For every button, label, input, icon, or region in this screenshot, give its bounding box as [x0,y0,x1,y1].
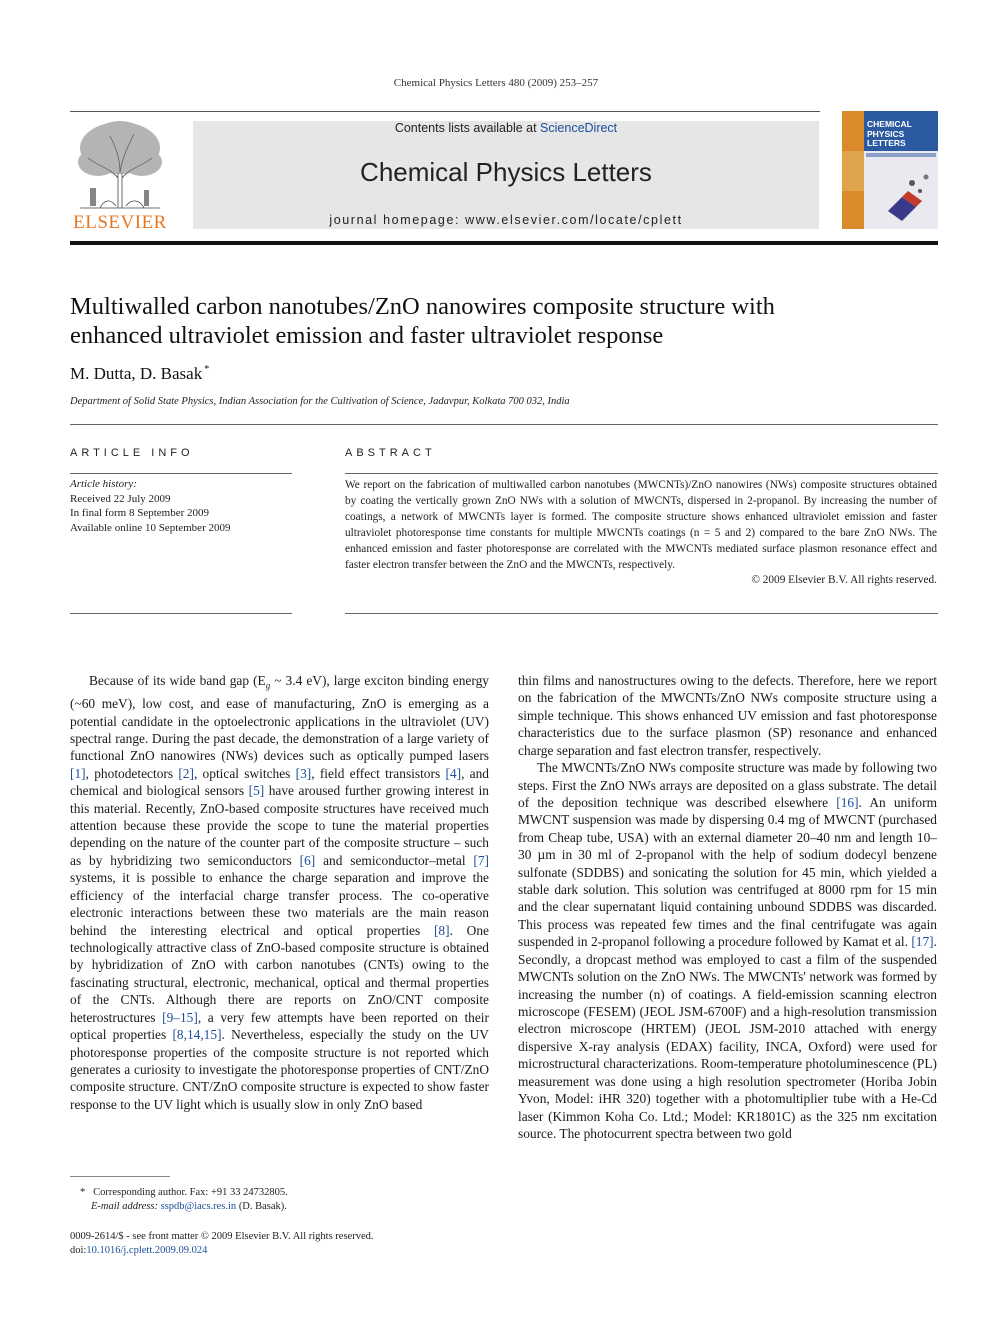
ref-link[interactable]: [3] [295,765,312,781]
intro-continuation-paragraph: thin films and nanostructures owing to the defects. Therefore, here we report on the fabrication of the MWCNTs/ZnO NWs composite structure using a simple technique. This shows enhanced UV emission and fast photoresponse characteristics due to the surface plasmon (SP) resonance and enhanced charge separation and fast electron transfer, respectively. [518,673,937,758]
ref-link[interactable]: [8,14,15] [172,1027,222,1043]
elsevier-wordmark: ELSEVIER [73,212,167,233]
contents-prefix: Contents lists available at [394,121,541,135]
affiliation: Department of Solid State Physics, Indian Association for the Cultivation of Science, Jadavpur, Kolkata 700 032, India [70,396,570,407]
article-info-bottom-rule [70,613,292,614]
email-link[interactable]: sspdb@iacs.res.in [160,1201,237,1212]
sciencedirect-link[interactable]: ScienceDirect [540,121,618,135]
corresponding-author-mark[interactable]: * [204,364,210,376]
ref-link[interactable]: [6] [299,852,316,868]
author-list: M. Dutta, D. Basak * [70,364,210,383]
abstract-bottom-rule [345,613,938,614]
ref-link[interactable]: [16] [836,794,859,810]
ref-link[interactable]: [1] [70,765,86,781]
ref-link[interactable]: [5] [248,783,265,799]
methods-paragraph: The MWCNTs/ZnO NWs composite structure was made by following two steps. First the ZnO NWs arrays are deposited on a glass substrate. The detail of the deposition technique was described elsewhere [16]. An uniform MWCNT suspension was made by dispersing 0.4 mg of MWCNT (purchased from Cheap tube, USA) with an external diameter 20–40 nm and length 10–30 µm in 30 ml of 2-propanol with the help of sodium dodecyl benzene sulfonate (SDDBS) and sonicating the solution for 45 min, which yielded a stable dark solution. This solution was centrifuged at 8000 rpm for 15 min and the clear supernatant liquid containing unbound SDDBS was discarded. This process was repeated few times and the final centrifugate was again suspended in 2-propanol following a procedure followed by Kamat et al. [17]. Secondly, a dropcast method was employed to cast a film of the suspended MWCNTs solution on the ZnO NWs. The MWCNTs' network was formed by increasing the number (n) of coatings. A field-emission scanning electron microscope (FESEM) (JEOL JSM-6700F) and a high-resolution transmission electron microscope (HRTEM) (JEOL JSM-2010 attached with energy dispersive X-ray analysis (EDAX) facility, INCA, Oxford) were used for microstructural characterizations. Room-temperature photoluminescence (PL) measurement was done using a high resolution spectrometer (Horiba Jobin Yvon, Model: iHR 320) together with a photomultiplier tube with a He-Cd laser (Kimmon Koha Co. Ltd.; Model: KR1801C) as the 325 nm excitation source. The photocurrent spectra between two gold [518,760,938,1141]
front-matter-line: 0009-2614/$ - see front matter © 2009 Elsevier B.V. All rights reserved. [70,1231,374,1242]
ref-link[interactable]: [7] [473,852,490,868]
elsevier-tree-icon [70,118,170,212]
intro-paragraph: Because of its wide band gap ($E_g$ ~ 3.4 eV), large exciton binding energy (~60 meV), low cost, and ease of manufacturing, ZnO is emerging as a potential candidate in the optoelectronic applications in the ultraviolet (UV) spectral range. During the past decade, the demonstration of a large variety of functional ZnO nanowires (NWs) devices such as optically pumped lasers [1], photodetectors [2], optical switches [3], field effect transistors [4], and chemical and biological sensors [5] have aroused further growing interest in this material. Recently, ZnO-based composite structures have received much attention because these provide the scope to tune the material properties depending on the nature of the counter part of the composite structure – such as by hybridizing two semiconductors [6] and semiconductor–metal [7] systems, it is possible to enhance the charge separation and improve the efficiency of the interfacial charge transfer process. The co-operative electronic interactions between these two materials are the main reason behind the interesting electrical and optical properties [8]. One technologically attractive class of ZnO-based composite structure is obtained by hybridization of ZnO with carbon nanotubes (CNTs) owing to the fascinating structural, electronic, mechanical, optical and thermal properties of the CNTs. Although there are reports on ZnO/CNT composite heterostructures [9–15], a very few attempts have been reported on their optical properties [8,14,15]. Nevertheless, especially the study on the UV photoresponse properties of the composite structure is not reported which generates a curiosity to investigate the photoresponse properties of CNT/ZnO composite structure. CNT/ZnO composite structure is expected to show faster response to the UV light which is usually slow in only ZnO based [70,673,490,1112]
abstract-heading: ABSTRACT [345,447,436,459]
footnote-rule [70,1176,170,1177]
email-label: E-mail address: [91,1201,158,1212]
header-rule [70,111,820,112]
footnote: * Corresponding author. Fax: +91 33 24732805. E-mail address: sspdb@iacs.res.in (D. Basak). [80,1187,288,1212]
body-left-column [70,672,489,1113]
journal-cover-thumbnail[interactable] [842,111,938,229]
ref-link[interactable]: [4] [445,765,462,781]
journal-homepage[interactable]: journal homepage: www.elsevier.com/locate/cplett [329,213,683,227]
copyright-line: © 2009 Elsevier B.V. All rights reserved. [751,574,937,587]
elsevier-logo[interactable] [70,118,170,234]
ref-link[interactable]: [17] [911,934,934,950]
cover-title: CHEMICAL PHYSICS LETTERS [867,119,912,148]
article-title: Multiwalled carbon nanotubes/ZnO nanowires composite structure with enhanced ultraviolet emission and faster ultraviolet response [70,293,775,349]
journal-banner [193,121,819,229]
corresponding-author-note: Corresponding author. Fax: +91 33 24732805. [93,1187,288,1198]
journal-name: Chemical Physics Letters [360,157,652,187]
ref-link[interactable]: [2] [178,765,194,781]
ref-link[interactable]: [9–15] [162,1009,198,1025]
doi-link[interactable]: 10.1016/j.cplett.2009.09.024 [86,1245,208,1256]
article-history: Article history: Received 22 July 2009 In final form 8 September 2009 Available online 10 September 2009 [70,478,231,534]
footnote-mark: * [80,1187,86,1198]
ref-link[interactable]: [8] [433,922,450,938]
article-info-heading: ARTICLE INFO [70,447,194,459]
section-rule [70,424,938,425]
header-thick-rule [70,241,938,245]
issn-block: 0009-2614/$ - see front matter © 2009 Elsevier B.V. All rights reserved. doi:10.1016/j.cplett.2009.09.024 [70,1230,490,1258]
contents-line [193,121,819,135]
article-info-rule [70,473,292,474]
abstract-rule [345,473,938,474]
abstract-text: We report on the fabrication of multiwalled carbon nanotubes (MWCNTs)/ZnO nanowires (NWs) composite structures obtained by coating the vertically grown ZnO NWs with a solution of MWCNTs, dispersed in 2-propanol. By increasing the number of coatings, a network of MWCNTs layer is formed. The composite structure shows enhanced ultraviolet emission and faster ultraviolet photoresponse time constants for multiple MWCNTs coatings (n = 5 and 2) compared to the bare ZnO NWs. The enhanced emission and faster photoresponse are correlated with the MWCNTs mediated surface plasmon resonance effect and faster electron transfer between the ZnO and the MWCNTs, respectively. © 2009 Elsevier B.V. All rights reserved. [345,478,937,589]
journal-citation: Chemical Physics Letters 480 (2009) 253–257 [393,77,599,89]
body-right-column [518,672,937,1142]
